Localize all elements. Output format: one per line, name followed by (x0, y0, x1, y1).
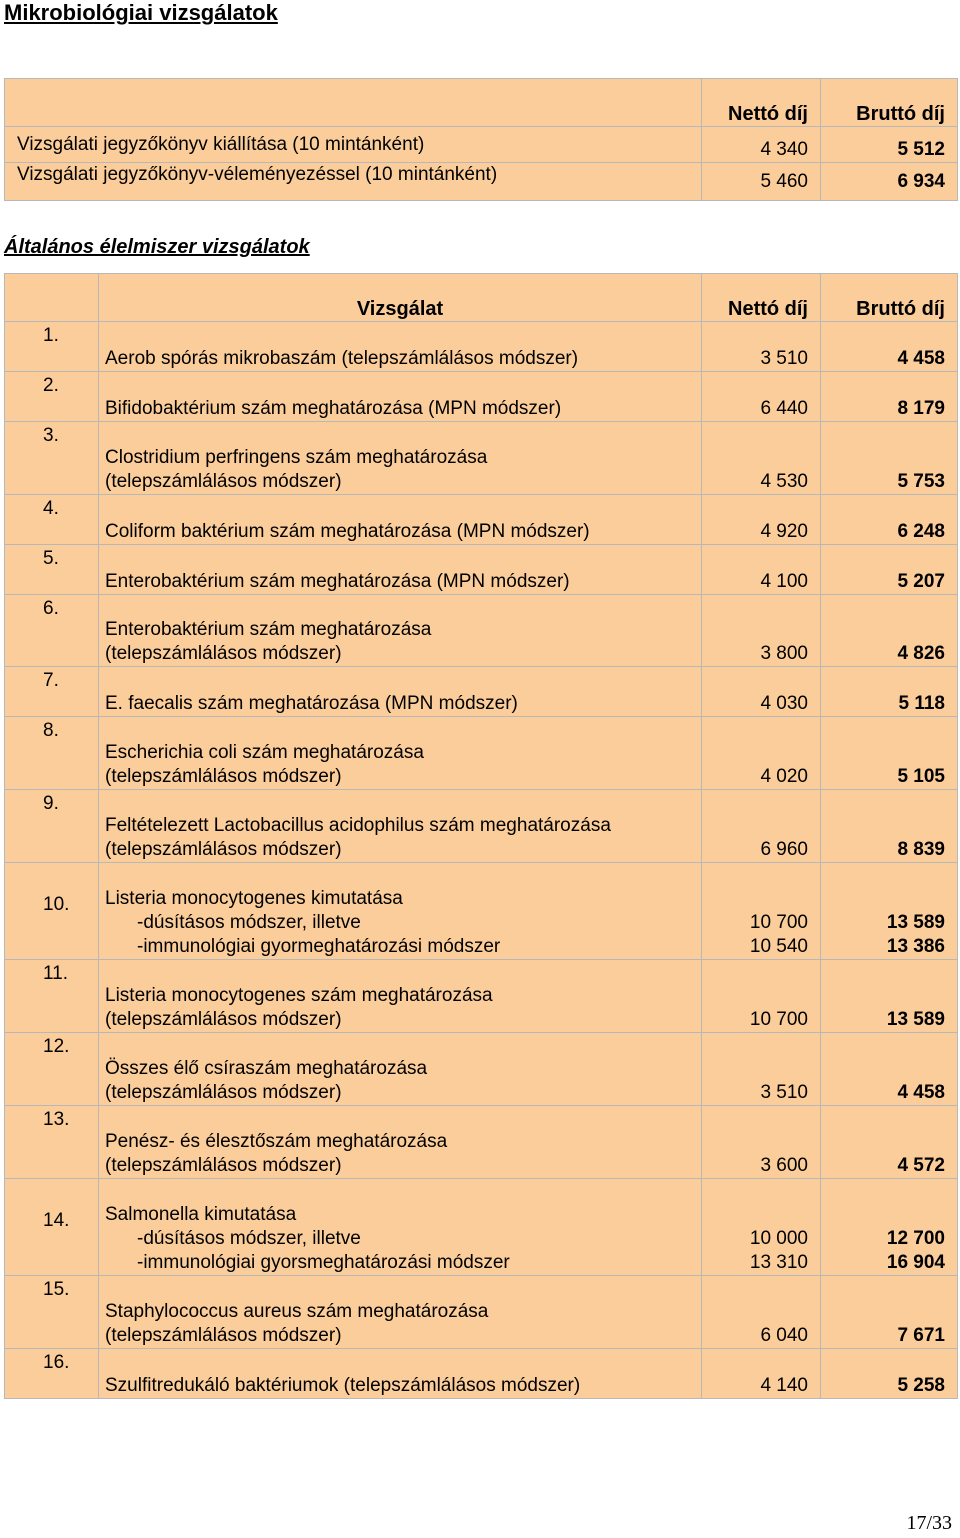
table-row (5, 322, 958, 372)
brutto-value: 12 700 (886, 1228, 945, 1249)
section-title: Általános élelmiszer vizsgálatok (4, 236, 310, 258)
netto-value: 6 440 (760, 398, 808, 419)
intro-row-brutto: 5 512 (821, 127, 958, 163)
netto-value: 10 540 (749, 936, 808, 957)
brutto-fee (821, 545, 958, 595)
brutto-fee (821, 1033, 958, 1106)
table-row (5, 545, 958, 595)
netto-fee (702, 495, 821, 545)
row-number: 1. (5, 322, 99, 372)
row-number: 6. (5, 595, 99, 667)
description-line: E. faecalis szám meghatározása (MPN módszer) (105, 693, 518, 714)
brutto-fee (821, 717, 958, 790)
row-number: 3. (5, 422, 99, 495)
test-description (99, 372, 702, 422)
row-number: 14. (5, 1179, 99, 1276)
netto-fee (702, 717, 821, 790)
description-line: (telepszámlálásos módszer) (105, 839, 342, 860)
description-line: Coliform baktérium szám meghatározása (MPN módszer) (105, 521, 590, 542)
brutto-fee (821, 322, 958, 372)
table-row (5, 495, 958, 545)
brutto-value: 16 904 (886, 1252, 945, 1273)
netto-value: 3 600 (760, 1155, 808, 1176)
test-description (99, 322, 702, 372)
brutto-value: 13 386 (886, 936, 945, 957)
description-line: Staphylococcus aureus szám meghatározása (105, 1301, 489, 1322)
netto-value: 4 920 (760, 521, 808, 542)
row-number: 13. (5, 1106, 99, 1179)
page-title: Mikrobiológiai vizsgálatok (4, 0, 278, 25)
test-description (99, 1106, 702, 1179)
table-row (5, 1179, 958, 1276)
brutto-fee (821, 1349, 958, 1399)
netto-fee (702, 545, 821, 595)
table-row (5, 1106, 958, 1179)
table-row (5, 667, 958, 717)
row-number: 9. (5, 790, 99, 863)
netto-value: 4 530 (760, 471, 808, 492)
brutto-value: 13 589 (886, 912, 945, 933)
netto-fee (702, 667, 821, 717)
brutto-fee (821, 422, 958, 495)
test-description (99, 1033, 702, 1106)
description-line: -immunológiai gyormeghatározási módszer (137, 936, 501, 957)
brutto-header: Bruttó díj (821, 274, 958, 322)
brutto-value: 4 458 (897, 1082, 945, 1103)
row-number: 10. (5, 863, 99, 960)
netto-header: Nettó díj (702, 274, 821, 322)
netto-value: 13 310 (749, 1252, 808, 1273)
test-description (99, 717, 702, 790)
test-description (99, 422, 702, 495)
brutto-fee (821, 1276, 958, 1349)
description-line: (telepszámlálásos módszer) (105, 1325, 342, 1346)
intro-row-netto: 4 340 (702, 127, 821, 163)
netto-fee (702, 863, 821, 960)
brutto-fee (821, 863, 958, 960)
intro-fee-table (4, 78, 958, 201)
test-description (99, 1276, 702, 1349)
test-description (99, 595, 702, 667)
netto-value: 10 700 (749, 1009, 808, 1030)
brutto-value: 5 753 (897, 471, 945, 492)
test-description (99, 1349, 702, 1399)
brutto-value: 8 839 (897, 839, 945, 860)
description-line: -dúsításos módszer, illetve (137, 912, 361, 933)
brutto-value: 8 179 (897, 398, 945, 419)
brutto-value: 13 589 (886, 1009, 945, 1030)
netto-fee (702, 790, 821, 863)
table-row (5, 717, 958, 790)
table-row (5, 372, 958, 422)
netto-value: 3 510 (760, 348, 808, 369)
description-line: (telepszámlálásos módszer) (105, 1009, 342, 1030)
description-line: (telepszámlálásos módszer) (105, 471, 342, 492)
description-line: -immunológiai gyorsmeghatározási módszer (137, 1252, 510, 1273)
table-row (5, 1033, 958, 1106)
page-number: 17/33 (906, 1512, 952, 1534)
description-line: (telepszámlálásos módszer) (105, 766, 342, 787)
brutto-value: 6 248 (897, 521, 945, 542)
description-line: Enterobaktérium szám meghatározása (105, 619, 432, 640)
table-row (5, 960, 958, 1033)
description-line: Aerob spórás mikrobaszám (telepszámlálásos módszer) (105, 348, 579, 369)
description-line: Clostridium perfringens szám meghatározása (105, 447, 488, 468)
netto-value: 3 800 (760, 643, 808, 664)
brutto-value: 4 572 (897, 1155, 945, 1176)
intro-row (5, 163, 958, 201)
table-row (5, 422, 958, 495)
brutto-value: 5 105 (897, 766, 945, 787)
netto-fee (702, 1179, 821, 1276)
description-line: -dúsításos módszer, illetve (137, 1228, 361, 1249)
netto-value: 4 020 (760, 766, 808, 787)
netto-value: 6 040 (760, 1325, 808, 1346)
row-number: 16. (5, 1349, 99, 1399)
test-description (99, 790, 702, 863)
netto-value: 4 030 (760, 693, 808, 714)
brutto-fee (821, 1179, 958, 1276)
test-description (99, 667, 702, 717)
row-number: 12. (5, 1033, 99, 1106)
netto-fee (702, 1033, 821, 1106)
test-description (99, 545, 702, 595)
description-line: (telepszámlálásos módszer) (105, 643, 342, 664)
netto-value: 4 140 (760, 1375, 808, 1396)
brutto-value: 5 207 (897, 571, 945, 592)
netto-fee (702, 1349, 821, 1399)
table-row (5, 1349, 958, 1399)
brutto-value: 7 671 (897, 1325, 945, 1346)
description-line: Listeria monocytogenes kimutatása (105, 888, 403, 909)
description-line: Listeria monocytogenes szám meghatározása (105, 985, 493, 1006)
description-line: Összes élő csíraszám meghatározása (105, 1058, 428, 1079)
intro-row-brutto: 6 934 (821, 163, 958, 201)
description-line: Salmonella kimutatása (105, 1204, 297, 1225)
netto-value: 4 100 (760, 571, 808, 592)
netto-fee (702, 372, 821, 422)
netto-value: 10 700 (749, 912, 808, 933)
table-row (5, 790, 958, 863)
test-description (99, 960, 702, 1033)
netto-fee (702, 1106, 821, 1179)
test-description (99, 863, 702, 960)
table-row (5, 863, 958, 960)
row-number: 11. (5, 960, 99, 1033)
intro-row (5, 127, 958, 163)
brutto-fee (821, 595, 958, 667)
row-number: 5. (5, 545, 99, 595)
netto-value: 6 960 (760, 839, 808, 860)
test-description (99, 1179, 702, 1276)
main-fee-table (4, 273, 958, 1399)
brutto-fee (821, 495, 958, 545)
brutto-value: 5 258 (897, 1375, 945, 1396)
netto-fee (702, 595, 821, 667)
netto-fee (702, 1276, 821, 1349)
row-number: 2. (5, 372, 99, 422)
row-number: 7. (5, 667, 99, 717)
brutto-value: 4 458 (897, 348, 945, 369)
intro-row-label: Vizsgálati jegyzőkönyv-véleményezéssel (10 mintánként) (5, 163, 702, 201)
description-line: Enterobaktérium szám meghatározása (MPN módszer) (105, 571, 570, 592)
row-number: 4. (5, 495, 99, 545)
main-header-row (5, 274, 958, 322)
intro-row-label: Vizsgálati jegyzőkönyv kiállítása (10 mintánként) (5, 127, 702, 163)
row-number: 15. (5, 1276, 99, 1349)
description-line: Feltételezett Lactobacillus acidophilus szám meghatározása (105, 815, 611, 836)
brutto-fee (821, 1106, 958, 1179)
description-line: Escherichia coli szám meghatározása (105, 742, 424, 763)
brutto-fee (821, 790, 958, 863)
table-row (5, 595, 958, 667)
intro-row-netto: 5 460 (702, 163, 821, 201)
brutto-fee (821, 960, 958, 1033)
description-line: Szulfitredukáló baktériumok (telepszámlálásos módszer) (105, 1375, 581, 1396)
description-line: Penész- és élesztőszám meghatározása (105, 1131, 448, 1152)
test-description (99, 495, 702, 545)
intro-netto-header: Nettó díj (702, 79, 821, 127)
brutto-value: 4 826 (897, 643, 945, 664)
row-number: 8. (5, 717, 99, 790)
brutto-fee (821, 667, 958, 717)
vizsgalat-header: Vizsgálat (99, 274, 702, 322)
brutto-fee (821, 372, 958, 422)
description-line: (telepszámlálásos módszer) (105, 1155, 342, 1176)
netto-fee (702, 422, 821, 495)
intro-header-row (5, 79, 958, 127)
description-line: (telepszámlálásos módszer) (105, 1082, 342, 1103)
table-row (5, 1276, 958, 1349)
intro-brutto-header: Bruttó díj (821, 79, 958, 127)
description-line: Bifidobaktérium szám meghatározása (MPN módszer) (105, 398, 562, 419)
netto-fee (702, 322, 821, 372)
netto-fee (702, 960, 821, 1033)
netto-value: 10 000 (749, 1228, 808, 1249)
brutto-value: 5 118 (898, 693, 945, 714)
netto-value: 3 510 (760, 1082, 808, 1103)
